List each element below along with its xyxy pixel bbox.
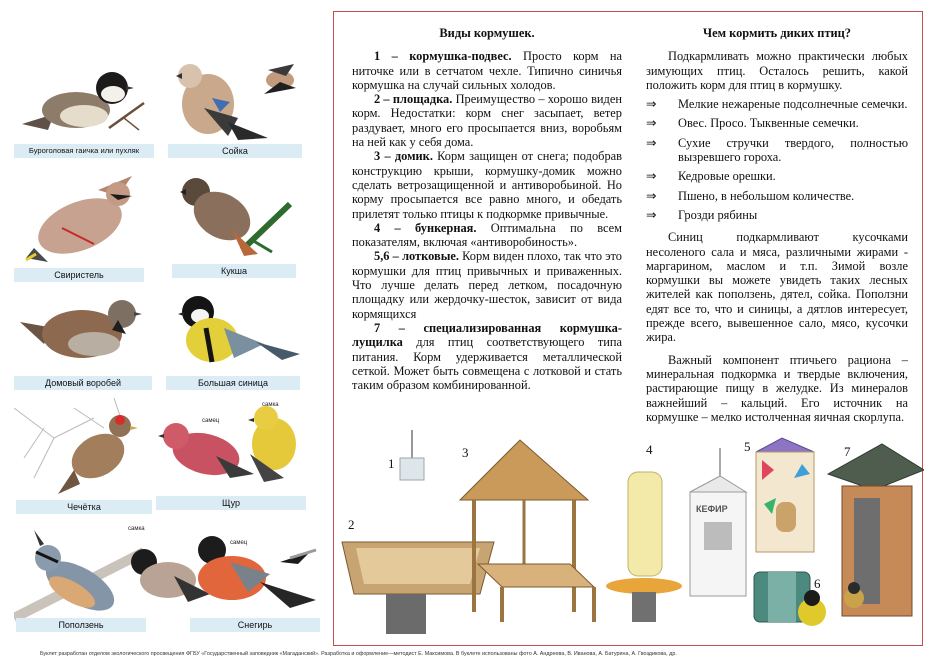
bird-bullfinch [120,522,320,638]
feeder-type-2: 2 – площадка. Преимущество – хорошо виден корм. Недостатки: корм снег засыпает, ветер раздувает, много его просыпается вниз, воробьям на ней как у себя дома. [352,92,622,150]
info-panel [333,11,923,646]
siberian-jay-illustration [172,170,300,262]
fat-feeding-paragraph: Синиц подкармливают кусочками несоленого сала и мяса, различными жирами - маргарином, маслом и т.п. Зимой возле кормушки вы можете увидеть таких лесных жителей как поползень, дятел, сойка. Поползни едят все то, что и синицы, а дятлов интересует, прежде всего, вывешенное сало, мясо, кусочки жира. [646,230,908,345]
marsh-tit-illustration [14,58,154,142]
bird-label-marsh-tit: Буроголовая гаичка или пухляк [14,144,154,158]
bird-label-bullfinch: Снегирь [190,618,320,632]
list-item: ⇒ Сухие стручки твердого, полностью вызревшего гороха. [646,135,908,165]
arrow-icon: ⇒ [646,207,657,222]
bird-great-tit [164,288,304,392]
feeding-heading: Чем кормить диких птиц? [703,26,851,40]
list-item: ⇒ Грозди рябины [646,207,758,222]
carton-feeder-drawing [756,438,814,552]
arrow-icon: ⇒ [646,188,657,203]
feeder-number-2: 2 [348,517,355,532]
feeder-number-5: 5 [744,439,751,454]
feeders-illustration [334,12,924,647]
feeding-intro: Подкармливать можно практически любых зимующих птиц. Осталось решить, какой положить корм для птиц в кормушку. [646,49,908,92]
bird-jay [168,58,302,158]
redpoll-illustration [14,398,154,498]
great-tit-illustration [164,288,304,374]
arrow-icon: ⇒ [646,97,657,112]
hanging-feeder-drawing [400,430,424,480]
feeder-number-6: 6 [814,576,821,591]
bird-label-crossbill: Щур [156,496,306,510]
jay-illustration [168,58,302,142]
arrow-icon: ⇒ [646,169,657,184]
samec-caption-bullfinch: самец [230,540,248,546]
bird-label-redpoll: Чечётка [16,500,152,514]
arrow-icon: ⇒ [646,135,657,150]
kefir-feeder-drawing [690,448,746,596]
bird-label-siberian-jay: Кукша [172,264,296,278]
bird-label-great-tit: Большая синица [166,376,300,390]
bird-crossbill [154,398,304,512]
platform-feeder-drawing [342,542,494,634]
kefir-label: КЕФИР [696,504,728,514]
waxwing-illustration [14,170,154,266]
list-item: ⇒ Мелкие нежареные подсолнечные семечки. [646,97,908,112]
bird-house-sparrow [14,288,154,392]
feeder-type-4: 4 – бункерная. Оптимальна по всем показателям, включая «антиворобиность». [352,220,622,250]
bullfinch-illustration [120,522,320,622]
bird-label-jay: Сойка [168,144,302,158]
feeder-type-5-6: 5,6 – лотковые. Корм виден плохо, так что это кормушки для птиц привычных и приваженных. Что лучше делать перед летком, посадочную площадку или жердочку-шесток, зависит от вида кормящихся [352,249,622,321]
feeder-number-1: 1 [388,456,395,471]
bird-siberian-jay [172,170,300,280]
bird-marsh-tit [14,58,154,158]
feeder-number-7: 7 [844,444,851,459]
samka-caption-bullfinch: самка [128,526,145,532]
crossbill-illustration [154,398,304,494]
hopper-feeder-drawing [828,444,924,616]
bird-redpoll [14,398,154,514]
footer-credits: Буклет разработан отделом экологического просвещения ФГБУ «Государственный заповедник «Магаданский». Разработка и оформление—методист Е. Максимова. В буклете использованы фото А. Андреева, В. Иванова, А. Батурина, А. Гвоздикова, др. [40,651,677,657]
feeder-number-3: 3 [462,445,469,460]
list-item: ⇒ Пшено, в небольшом количестве. [646,188,855,203]
samka-caption: самка [262,402,279,408]
arrow-icon: ⇒ [646,116,657,131]
feeder-number-4: 4 [646,442,653,457]
mineral-paragraph: Важный компонент птичьего рациона – минеральная подкормка и твердые включения, растирающие пищу в желудке. Из минералов важнейший – кальций. Его источник на кормушке – мелко истолченная яичная скорлупа. [646,352,908,424]
list-item: ⇒ Кедровые орешки. [646,169,776,184]
house-sparrow-illustration [14,288,154,374]
bird-label-house-sparrow: Домовый воробей [14,376,152,390]
bottle-feeder-drawing [606,472,682,622]
feeder-type-1: 1 – кормушка-подвес. Просто корм на ниточке или в сетчатом чехле. Типично синичья кормушка на случай сильных холодов. [352,49,623,92]
bird-label-nuthatch: Поползень [16,618,146,632]
bird-waxwing [14,170,154,282]
feeder-types-heading: Виды кормушек. [439,26,535,40]
samec-caption: самец [202,418,220,424]
feeder-type-3: 3 – домик. Корм защищен от снега; подобрав конструкцию крыши, кормушку-домик можно сделать ветрозащищенной и антиворобьиной. Но корму просыпается все равно много, и обедать прилетят только птицы к подкормке привычные. [352,149,622,221]
list-item: ⇒ Овес. Просо. Тыквенные семечки. [646,116,859,131]
house-feeder-drawing [460,440,594,622]
bird-label-waxwing: Свиристель [14,268,144,282]
feeder-type-7: 7 – специализированная кормушка-лущилка для птиц соответствующего типа питания. Корм удерживается металлической сеткой. Может быть совмещена с лотковой и стать таким образом комбинированной. [352,320,622,393]
